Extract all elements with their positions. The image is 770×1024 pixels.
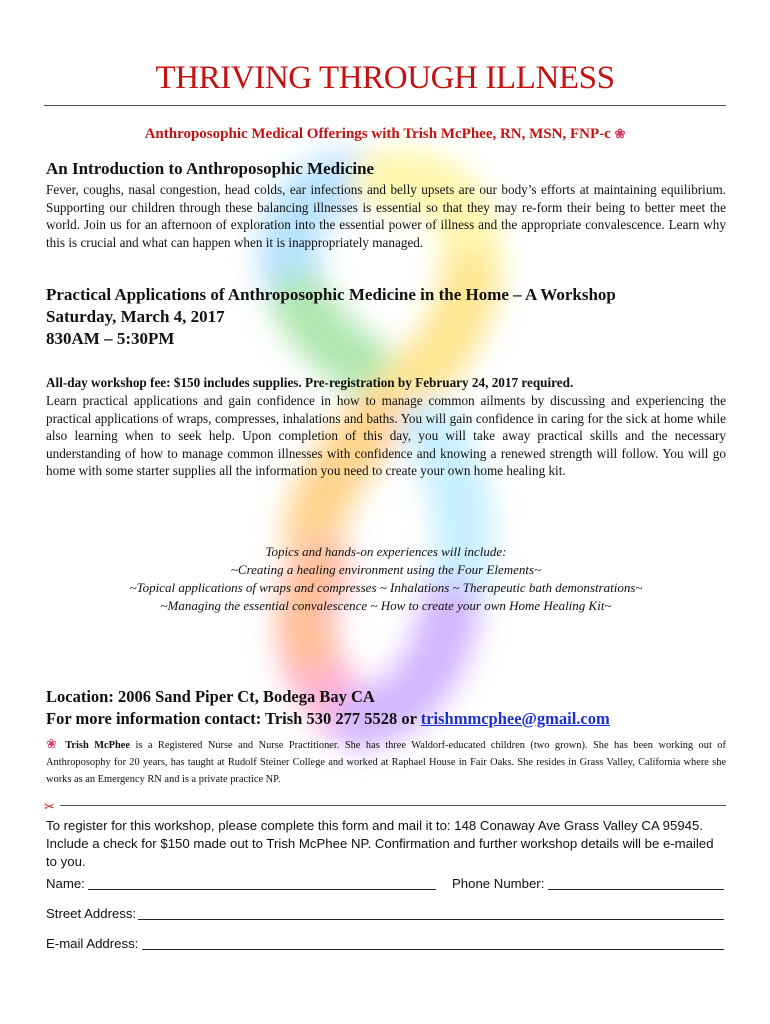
topic-line-convalescence: ~Managing the essential convalescence ~ How to create your own Home Healing Kit~ [160,598,612,613]
street-field[interactable] [138,919,724,920]
topics-list [46,543,726,615]
flower-icon: ❀ [614,126,626,141]
topic-line-elements: ~Creating a healing environment using the Four Elements~ [230,562,542,577]
workshop-fee: All-day workshop fee: $150 includes supplies. Pre-registration by February 24, 2017 required. [46,375,574,390]
workshop-date: Saturday, March 4, 2017 [46,307,225,326]
cut-line [60,805,726,806]
name-label: Name: [46,876,85,891]
email-link[interactable]: trishmmcphee@gmail.com [420,709,610,728]
location-line: Location: 2006 Sand Piper Ct, Bodega Bay CA [46,687,375,706]
phone-label: Phone Number: [452,876,545,891]
registration-instructions: To register for this workshop, please complete this form and mail it to: 148 Conaway Ave Grass Valley CA 95945. Include a check for $150 made out to Trish McPhee NP. Confirmation and further workshop details will be e-mailed to you. [46,818,714,869]
subtitle-text: Anthroposophic Medical Offerings with Trish McPhee, RN, MSN, FNP-c [144,126,611,142]
topic-line-applications: ~Topical applications of wraps and compresses ~ Inhalations ~ Therapeutic bath demonstrations~ [129,580,643,595]
topics-intro: Topics and hands-on experiences will include: [265,544,507,559]
contact-line [46,708,610,730]
phone-field[interactable] [548,889,724,890]
intro-heading: An Introduction to Anthroposophic Medicine [46,159,375,178]
scissors-icon: ✂ [44,799,55,814]
workshop-paragraph: Learn practical applications and gain confidence in how to manage common ailments by discussing and experiencing the practical applications of wraps, compresses, inhalations and baths. You will gain confidence in caring for the sick at home while also learning when to seek help. Upon completion of this day, you will take away practical skills and the necessary understanding of how to manage common illnesses with confidence and knowing a renewed strength will follow. You will go home with some starter supplies all the information you need to create your own home healing kit. [46,393,726,479]
street-label: Street Address: [46,906,137,921]
bio-name: Trish McPhee [65,740,130,751]
flower-icon: ❀ [46,736,60,751]
workshop-heading: Practical Applications of Anthroposophic Medicine in the Home – A Workshop [46,285,616,304]
subtitle [0,126,770,143]
workshop-time: 830AM – 5:30PM [46,329,175,348]
bio-text: is a Registered Nurse and Nurse Practitioner. She has three Waldorf-educated children (two grown). She has been working out of Anthroposophy for 20 years, has taught at Rudolf Steiner College and worked at Raphael House in Fair Oaks. She resides in Grass Valley, California where she works as an Emergency RN and is a private practice NP. [46,740,726,785]
name-field[interactable] [88,889,436,890]
contact-prefix: For more information contact: Trish 530 277 5528 or [46,709,421,728]
intro-paragraph: Fever, coughs, nasal congestion, head colds, ear infections and belly upsets are our body’s efforts at maintaining equilibrium. Supporting our children through these balancing illnesses is essential so that they may re-form their being to better meet the world. Join us for an afternoon of exploration into the essential power of illness and the appropriate convalescence. Learn why this is crucial and what can happen when it is inappropriately managed. [46,182,726,250]
title-divider [44,105,726,106]
page-title: THRIVING THROUGH ILLNESS [155,60,615,96]
email-field[interactable] [142,949,724,950]
email-label: E-mail Address: [46,936,139,951]
bio-paragraph [46,735,726,788]
